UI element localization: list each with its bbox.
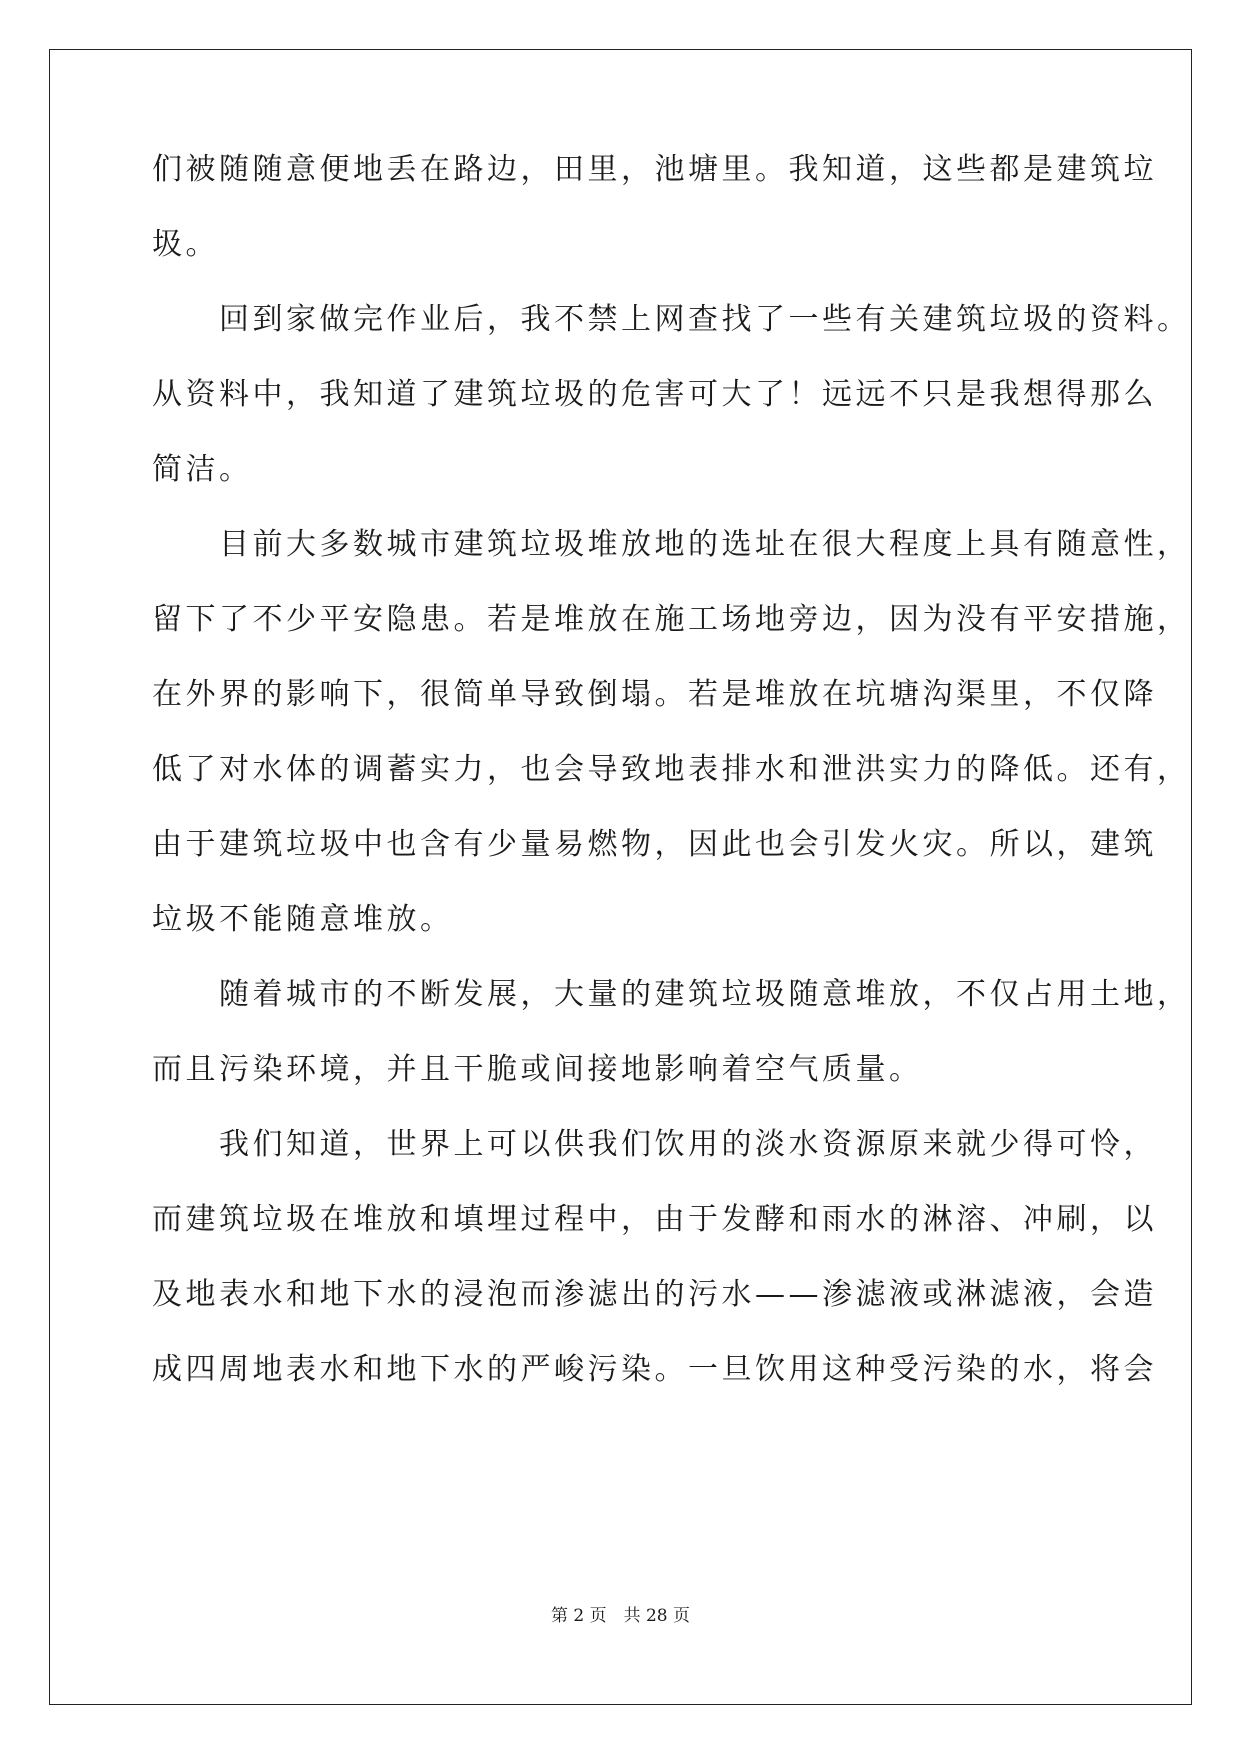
text-line: 及地表水和地下水的浸泡而渗滤出的污水——渗滤液或淋滤液，会造 [152,1277,1157,1312]
text-line: 从资料中，我知道了建筑垃圾的危害可大了！远远不只是我想得那么 [152,377,1157,412]
text-line: 成四周地表水和地下水的严峻污染。一旦饮用这种受污染的水，将会 [152,1352,1157,1387]
text-line: 而且污染环境，并且干脆或间接地影响着空气质量。 [152,1052,923,1087]
text-line: 在外界的影响下，很简单导致倒塌。若是堆放在坑塘沟渠里，不仅降 [152,677,1157,712]
text-line: 随着城市的不断发展，大量的建筑垃圾随意堆放，不仅占用土地， [152,977,1191,1012]
text-line: 留下了不少平安隐患。若是堆放在施工场地旁边，因为没有平安措施， [152,602,1191,637]
text-line: 们被随随意便地丢在路边，田里，池塘里。我知道，这些都是建筑垃 [152,152,1157,187]
text-line: 回到家做完作业后，我不禁上网查找了一些有关建筑垃圾的资料。 [152,302,1191,337]
text-line: 我们知道，世界上可以供我们饮用的淡水资源原来就少得可怜， [152,1127,1157,1162]
text-line: 低了对水体的调蓄实力，也会导致地表排水和泄洪实力的降低。还有， [152,752,1191,787]
page-number-label: 第 2 页 共 28 页 [550,1606,691,1626]
page-border [49,49,1192,1705]
text-line: 简洁。 [152,452,253,487]
page-number-footer [0,1604,1241,1628]
text-line: 目前大多数城市建筑垃圾堆放地的选址在很大程度上具有随意性， [152,527,1191,562]
text-line: 圾。 [152,227,219,262]
text-line: 由于建筑垃圾中也含有少量易燃物，因此也会引发火灾。所以，建筑 [152,827,1157,862]
text-line: 垃圾不能随意堆放。 [152,902,454,937]
text-line: 而建筑垃圾在堆放和填埋过程中，由于发酵和雨水的淋溶、冲刷，以 [152,1202,1157,1237]
